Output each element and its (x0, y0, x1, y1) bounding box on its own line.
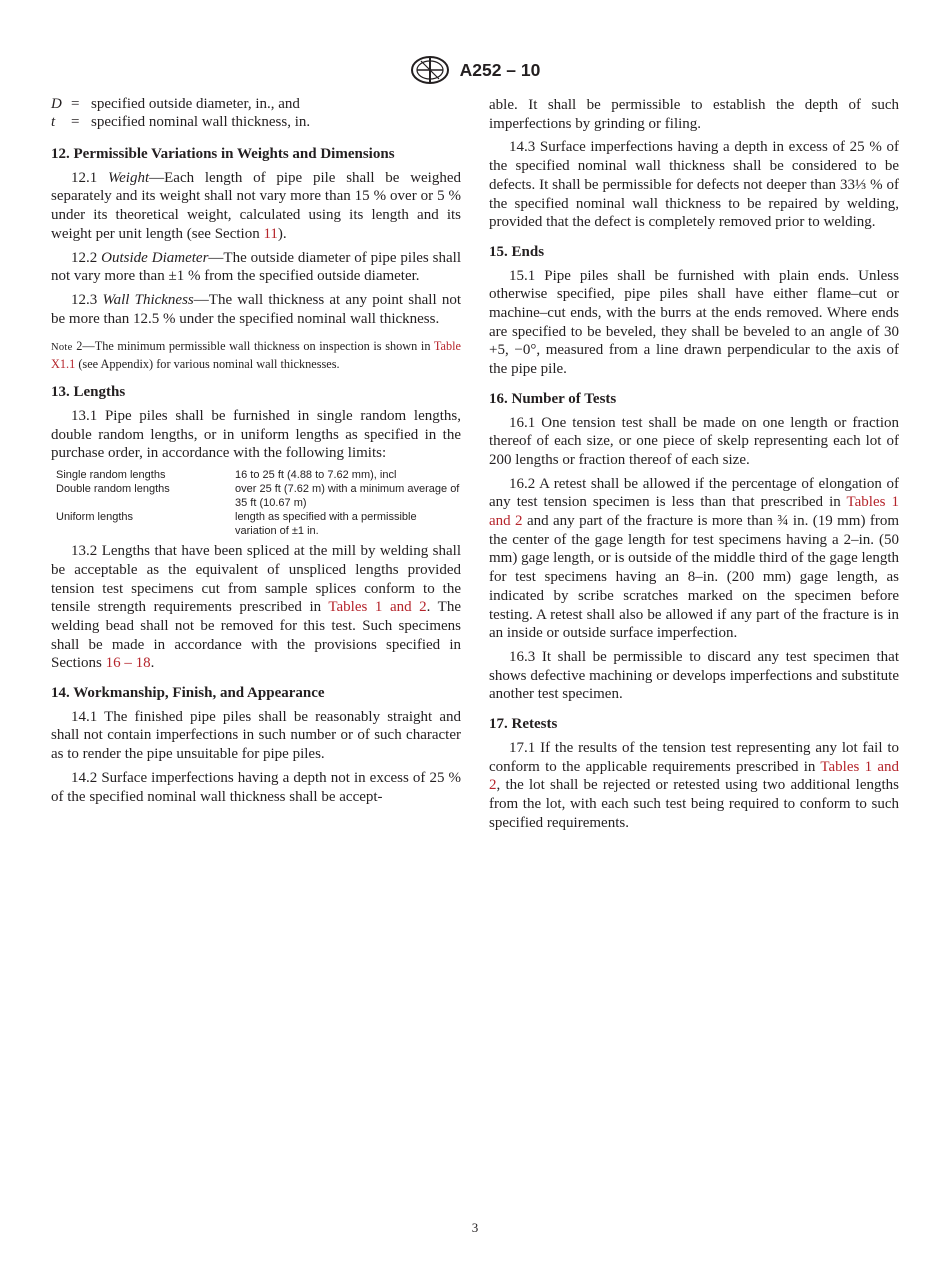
table-row (51, 482, 461, 510)
var-t-symbol: t (51, 113, 56, 130)
paragraph-15-1: 15.1 Pipe piles shall be furnished with plain ends. Unless otherwise specified, pipe piles shall have either flame–cut or machine–cut ends, with the burrs at the ends removed. Where ends are specified to be beveled, they shall be beveled to an angle of 30 +5, −0°, measured from a line drawn perpendicular to the axis of the pipe pile. (489, 267, 899, 378)
paragraph-14-2-continued: able. It shall be permissible to establish the depth of such imperfections by grinding or filing. (489, 97, 899, 132)
paragraph-12-3: 12.3 Wall Thickness—The wall thickness at any point shall not be more than 12.5 % under the specified nominal wall thickness. (51, 291, 461, 327)
section-11-link[interactable]: 11 (263, 225, 278, 242)
page-number: 3 (471, 1220, 479, 1235)
var-t-definition: specified nominal wall thickness, in. (91, 113, 311, 130)
section-12-heading: 12. Permissible Variations in Weights and Dimensions (51, 146, 395, 162)
paragraph-12-2: 12.2 Outside Diameter—The outside diameter of pipe piles shall not vary more than ±1 % from the specified outside diameter. (51, 249, 461, 285)
limit-value: length as specified with a permissible variation of ±1 in. (235, 511, 417, 538)
tables-1-2-link[interactable]: Tables 1 and 2 (489, 494, 900, 530)
section-13-heading: 13. Lengths (51, 384, 126, 401)
paragraph-14-2: 14.2 Surface imperfections having a depth not in excess of 25 % of the specified nominal wall thickness shall be accept- (51, 769, 461, 805)
sections-16-18-link[interactable]: 16 – 18 (105, 655, 151, 672)
paragraph-16-2: 16.2 A retest shall be allowed if the percentage of elongation of any test tension specimen is less than that prescribed in Tables 1 and 2 and any part of the fracture is more than ¾ in. (19 mm) from the center of the gage length for test specimens having a 2–in. (50 mm) gage length, or is outside of the middle third of the gage length for test specimens having an 8–in. (200 mm) gage length, as indicated by scribe scratches marked on the specimen before testing. A retest shall also be allowed if any part of the fracture is in an inside or outside surface imperfection. (489, 475, 900, 642)
var-d-symbol: D (51, 96, 62, 112)
table-row (51, 468, 461, 482)
tables-1-2-link[interactable]: Tables 1 and 2 (328, 599, 427, 616)
variable-definitions (51, 96, 461, 131)
note-2: Note 2—The minimum permissible wall thickness on inspection is shown in Table X1.1 (see Appendix) for various nominal wall thicknesses. (51, 339, 462, 372)
limit-value: 16 to 25 ft (4.88 to 7.62 mm), incl (235, 469, 397, 482)
paragraph-13-1: 13.1 Pipe piles shall be furnished in single random lengths, double random lengths, or in uniform lengths as specified in the purchase order, in accordance with the following limits: (51, 408, 461, 462)
right-column (489, 96, 899, 837)
section-14-heading: 14. Workmanship, Finish, and Appearance (51, 685, 325, 702)
document-code: A252 – 10 (459, 59, 541, 80)
paragraph-14-3: 14.3 Surface imperfections having a depth in excess of 25 % of the specified nominal wall thickness shall be considered to be defects. It shall be permissible for defects not deeper than 33⅓ % of the specified nominal wall thickness to be repaired by welding, provided that the defect is completely removed prior to welding. (489, 139, 899, 231)
left-column (51, 96, 461, 811)
section-17-heading: 17. Retests (489, 716, 558, 733)
paragraph-12-1: 12.1 Weight—Each length of pipe pile shall be weighed separately and its weight shall not vary more than 15 % over or 5 % under its theoretical weight, calculated using its length and its weight per unit length (see Section 11). (51, 169, 462, 242)
paragraph-16-1: 16.1 One tension test shall be made on one length or fraction thereof of each size, or one piece of skelp representing each lot of 200 lengths or fraction thereof of each size. (489, 414, 899, 468)
section-16-heading: 16. Number of Tests (489, 390, 617, 407)
var-d-equals: = (71, 96, 80, 112)
limit-value: over 25 ft (7.62 m) with a minimum average of 35 ft (10.67 m) (235, 483, 460, 510)
page-header (0, 55, 950, 85)
paragraph-13-2: 13.2 Lengths that have been spliced at the mill by welding shall be acceptable as the equivalent of unspliced lengths provided tension test specimens cut from sample splices conform to the tensile strength requirements prescribed in Tables 1 and 2. The welding bead shall not be removed for this test. Such specimens shall be made in accordance with the provisions specified in Sections 16 – 18. (51, 543, 462, 672)
length-limits-table (51, 468, 461, 538)
limit-name: Single random lengths (56, 469, 166, 482)
limit-name: Double random lengths (56, 483, 170, 496)
paragraph-14-1: 14.1 The finished pipe piles shall be reasonably straight and shall not contain imperfections in such number or of such character as to render the pipe unsuitable for pipe piles. (51, 708, 461, 763)
paragraph-16-3: 16.3 It shall be permissible to discard any test specimen that shows defective machining or develops imperfections and substitute another test specimen. (489, 648, 899, 703)
table-row (51, 510, 461, 538)
var-t-equals: = (71, 113, 80, 130)
table-x1-1-link[interactable]: Table X1.1 (51, 339, 462, 372)
paragraph-17-1: 17.1 If the results of the tension test representing any lot fail to conform to the applicable requirements prescribed in Tables 1 and 2, the lot shall be rejected or retested using two additional lengths from the lot, with each such test being required to conform to such specified requirements. (489, 739, 900, 831)
section-15-heading: 15. Ends (489, 243, 545, 260)
var-d-definition: specified outside diameter, in., and (91, 96, 300, 112)
tables-1-2-link[interactable]: Tables 1 and 2 (489, 758, 900, 794)
astm-logo-icon (410, 55, 450, 85)
limit-name: Uniform lengths (56, 511, 134, 524)
